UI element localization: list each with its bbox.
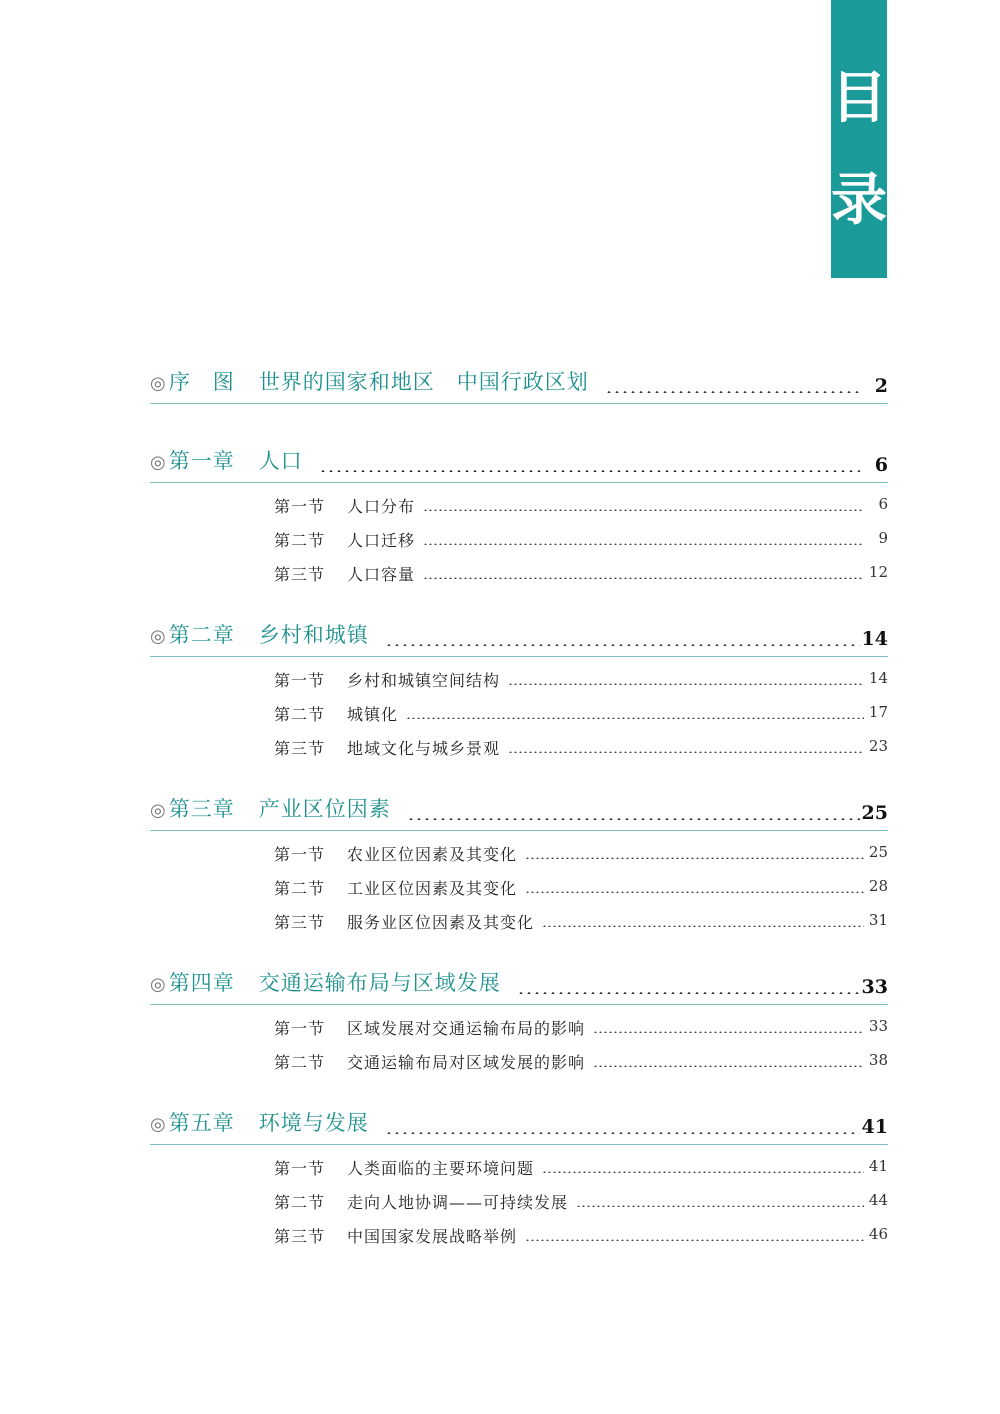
leader-dots	[593, 1065, 864, 1067]
chapter-number: 第三章	[168, 797, 235, 821]
section-title: 人口分布	[347, 497, 416, 516]
leader-dots	[508, 751, 864, 753]
section-page-number: 17	[868, 703, 888, 721]
section-title: 区域发展对交通运输布局的影响	[347, 1019, 586, 1038]
toc-section-row[interactable]	[274, 1182, 888, 1216]
leader-dots	[525, 891, 864, 893]
chapter-page-number: 41	[861, 1116, 888, 1138]
toc-section-row[interactable]	[274, 1216, 888, 1250]
section-page-number: 44	[868, 1191, 888, 1209]
chapter-label	[150, 445, 313, 475]
chapter-label	[150, 793, 401, 823]
section-label	[274, 1050, 585, 1073]
section-label	[274, 702, 398, 725]
leader-dots	[407, 818, 860, 820]
section-number: 第二节	[274, 531, 326, 550]
toc-section-row[interactable]	[274, 486, 888, 520]
section-page-number: 25	[868, 843, 888, 861]
section-title: 服务业区位因素及其变化	[347, 913, 535, 932]
section-title: 人类面临的主要环境问题	[347, 1159, 535, 1178]
leader-dots	[319, 470, 860, 472]
section-label	[274, 1016, 585, 1039]
section-number: 第三节	[274, 913, 326, 932]
section-page-number: 46	[868, 1225, 888, 1243]
section-list	[150, 483, 888, 588]
table-of-contents	[150, 365, 888, 1250]
chapter-title: 人口	[258, 449, 303, 473]
toc-title-band	[831, 0, 887, 278]
leader-dots	[605, 391, 860, 393]
chapter-label	[150, 366, 599, 396]
chapter-number: 第五章	[168, 1111, 235, 1135]
chapter-number: 第四章	[168, 971, 235, 995]
section-title: 人口容量	[347, 565, 416, 584]
section-number: 第一节	[274, 497, 326, 516]
chapter-number: 第二章	[168, 623, 235, 647]
toc-section-row[interactable]	[274, 1042, 888, 1076]
leader-dots	[423, 543, 864, 545]
section-title: 交通运输布局对区域发展的影响	[347, 1053, 586, 1072]
section-page-number: 9	[878, 529, 888, 547]
toc-section-row[interactable]	[274, 520, 888, 554]
chapter-page-number: 6	[874, 454, 888, 476]
section-label	[274, 668, 500, 691]
toc-section-row[interactable]	[274, 554, 888, 588]
section-list	[150, 1145, 888, 1250]
section-title: 地域文化与城乡景观	[347, 739, 501, 758]
chapter-page-number: 2	[874, 375, 888, 397]
section-number: 第三节	[274, 565, 326, 584]
chapter-title: 世界的国家和地区 中国行政区划	[258, 370, 589, 394]
section-label	[274, 494, 415, 517]
section-title: 中国国家发展战略举例	[347, 1227, 518, 1246]
chapter-mark-icon: ◎	[150, 1114, 167, 1135]
section-list	[150, 831, 888, 936]
chapter-page-number: 14	[861, 628, 888, 650]
section-title: 工业区位因素及其变化	[347, 879, 518, 898]
section-number: 第一节	[274, 1159, 326, 1178]
section-page-number: 28	[868, 877, 888, 895]
chapter-mark-icon: ◎	[150, 626, 167, 647]
leader-dots	[576, 1205, 864, 1207]
section-label	[274, 910, 534, 933]
section-number: 第二节	[274, 1193, 326, 1212]
chapter-mark-icon: ◎	[150, 800, 167, 821]
section-page-number: 12	[868, 563, 888, 581]
section-page-number: 14	[868, 669, 888, 687]
leader-dots	[423, 577, 864, 579]
chapter-label	[150, 967, 511, 997]
section-list	[150, 1005, 888, 1076]
leader-dots	[525, 1239, 864, 1241]
toc-section-row[interactable]	[274, 868, 888, 902]
section-list	[150, 657, 888, 762]
section-title: 乡村和城镇空间结构	[347, 671, 501, 690]
chapter-mark-icon: ◎	[150, 974, 167, 995]
toc-section-row[interactable]	[274, 1008, 888, 1042]
chapter-label	[150, 619, 379, 649]
chapter-title: 乡村和城镇	[258, 623, 369, 647]
chapter-heading[interactable]	[150, 966, 888, 1005]
section-number: 第三节	[274, 1227, 326, 1246]
section-page-number: 31	[868, 911, 888, 929]
chapter-title: 产业区位因素	[258, 797, 391, 821]
leader-dots	[517, 992, 860, 994]
leader-dots	[593, 1031, 864, 1033]
page-title-char-1: 目	[831, 65, 887, 131]
leader-dots	[542, 925, 864, 927]
toc-chapter	[150, 444, 888, 588]
toc-chapter	[150, 618, 888, 762]
section-label	[274, 1224, 517, 1247]
chapter-heading[interactable]	[150, 1106, 888, 1145]
toc-section-row[interactable]	[274, 728, 888, 762]
toc-section-row[interactable]	[274, 1148, 888, 1182]
leader-dots	[525, 857, 864, 859]
section-label	[274, 562, 415, 585]
toc-section-row[interactable]	[274, 834, 888, 868]
section-number: 第二节	[274, 705, 326, 724]
section-number: 第一节	[274, 1019, 326, 1038]
section-label	[274, 842, 517, 865]
chapter-heading[interactable]	[150, 365, 888, 404]
section-page-number: 41	[868, 1157, 888, 1175]
section-number: 第一节	[274, 845, 326, 864]
toc-chapter	[150, 365, 888, 404]
chapter-page-number: 33	[861, 976, 888, 998]
section-number: 第三节	[274, 739, 326, 758]
chapter-title: 环境与发展	[258, 1111, 369, 1135]
section-title: 农业区位因素及其变化	[347, 845, 518, 864]
section-title: 人口迁移	[347, 531, 416, 550]
leader-dots	[542, 1171, 864, 1173]
chapter-heading[interactable]	[150, 444, 888, 483]
section-page-number: 6	[878, 495, 888, 513]
chapter-label	[150, 1107, 379, 1137]
section-page-number: 23	[868, 737, 888, 755]
toc-section-row[interactable]	[274, 902, 888, 936]
chapter-number: 序 图	[168, 370, 235, 394]
toc-section-row[interactable]	[274, 660, 888, 694]
section-label	[274, 1190, 568, 1213]
section-label	[274, 528, 415, 551]
section-number: 第二节	[274, 879, 326, 898]
section-page-number: 33	[868, 1017, 888, 1035]
chapter-page-number: 25	[861, 802, 888, 824]
section-number: 第二节	[274, 1053, 326, 1072]
leader-dots	[385, 644, 860, 646]
toc-chapter	[150, 1106, 888, 1250]
leader-dots	[406, 717, 864, 719]
leader-dots	[423, 509, 864, 511]
chapter-number: 第一章	[168, 449, 235, 473]
section-label	[274, 1156, 534, 1179]
section-label	[274, 876, 517, 899]
page-title-char-2: 录	[831, 167, 887, 233]
section-title: 走向人地协调——可持续发展	[347, 1193, 569, 1212]
toc-chapter	[150, 792, 888, 936]
leader-dots	[508, 683, 864, 685]
chapter-mark-icon: ◎	[150, 373, 167, 394]
section-label	[274, 736, 500, 759]
section-title: 城镇化	[347, 705, 399, 724]
chapter-title: 交通运输布局与区域发展	[258, 971, 501, 995]
chapter-heading[interactable]	[150, 792, 888, 831]
chapter-heading[interactable]	[150, 618, 888, 657]
chapter-mark-icon: ◎	[150, 452, 167, 473]
section-page-number: 38	[868, 1051, 888, 1069]
toc-section-row[interactable]	[274, 694, 888, 728]
toc-chapter	[150, 966, 888, 1076]
leader-dots	[385, 1132, 860, 1134]
section-number: 第一节	[274, 671, 326, 690]
